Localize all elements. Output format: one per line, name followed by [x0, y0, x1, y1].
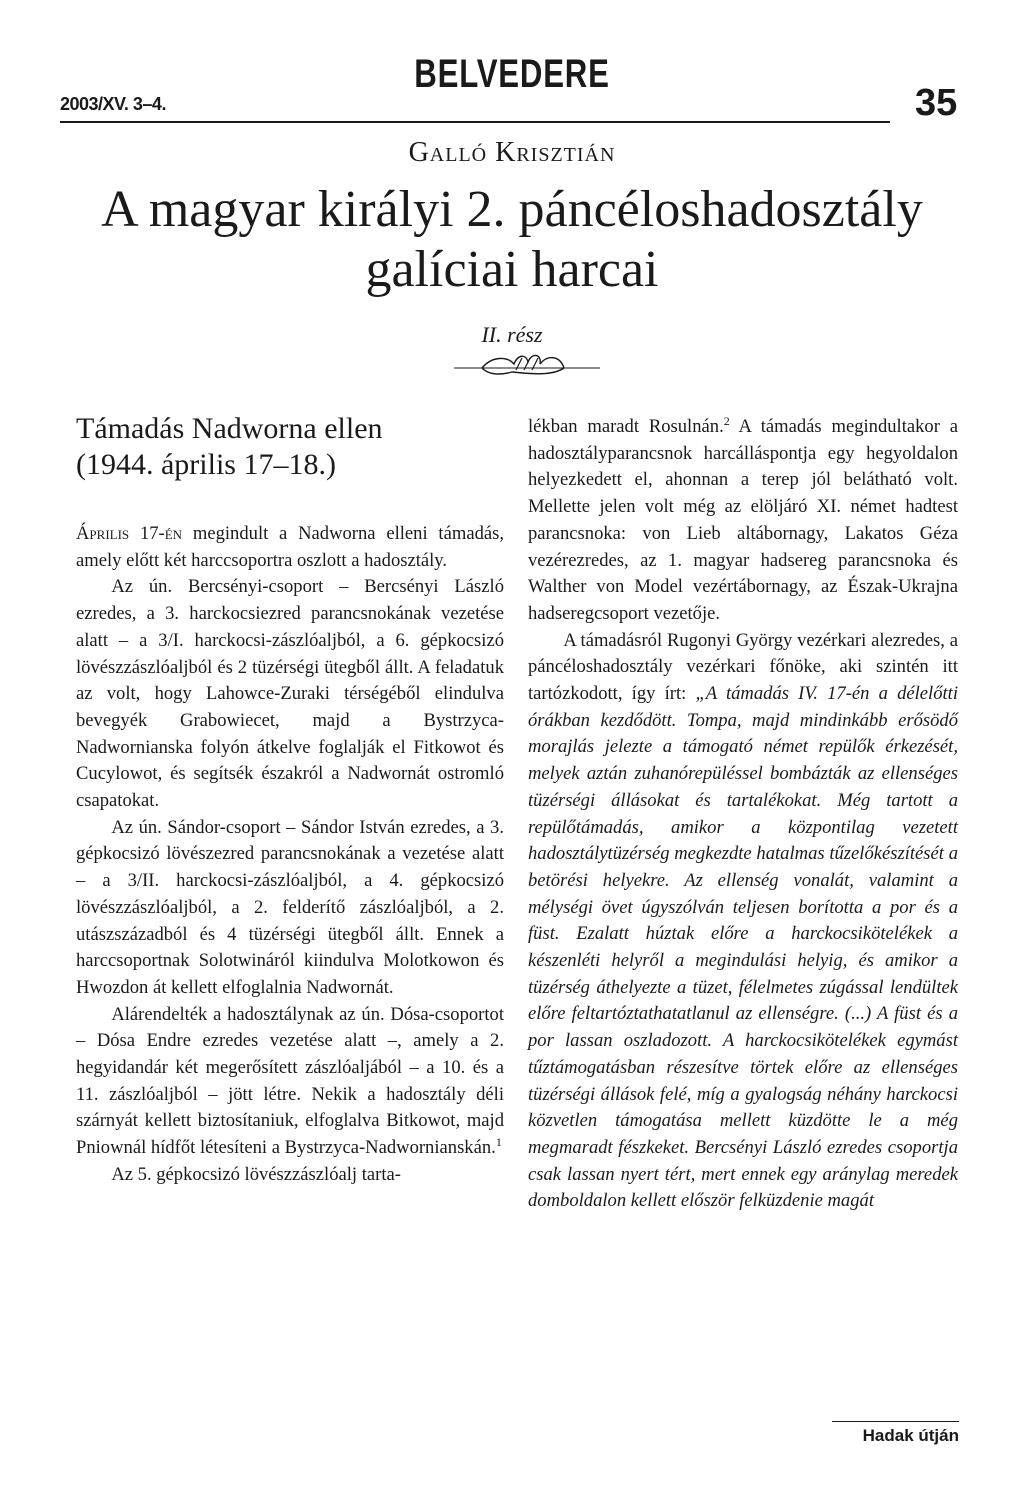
article-part: II. rész	[481, 322, 543, 347]
paragraph-text: lékban maradt Rosulnán.	[528, 416, 724, 437]
footer-label: Hadak útján	[862, 1426, 959, 1445]
page-number: 35	[915, 82, 958, 124]
paragraph	[76, 1002, 504, 1162]
paragraph	[528, 414, 958, 628]
paragraph: Az 5. gépkocsizó lövészzászlóalj tarta-	[111, 1163, 401, 1185]
article-title-line1: A magyar királyi 2. páncéloshadosztály	[101, 181, 923, 238]
paragraph	[76, 521, 504, 574]
paragraph-text: A támadás megindultakor a hadosztályparancsnok harcálláspontja egy hegyoldalon helyezkedett el, ahonnan a terep jól belátható volt. Mellette jelen volt még az elöljáró XI. német hadtest parancsnoka: von Lieb altábornagy, Lakatos Géza vezérezredes, az 1. magyar hadsereg parancsnoka és Walther von Model vezértábornagy, az Észak-Ukrajna hadseregcsoport vezetője.	[528, 416, 958, 624]
paragraph: Az ún. Bercsényi-csoport – Bercsényi László ezredes, a 3. harckocsiezred parancsnokának vezetése alatt – a 3/I. harckocsi-zászlóaljból, a 6. gépkocsizó lövészzászlóaljból és 2 tüzérségi ütegből állt. A feladatuk az volt, hogy Lahowce-Zuraki térségéből elindulva bevegyék Grabowiecet, majd a Bystrzyca-Nadwornianska folyón átkelve foglalják el Fitkowot és Cucylowot, és segítsék északról a Nadwornát ostromló csapatokat.	[76, 576, 504, 812]
footnote-marker: 1	[495, 1134, 502, 1149]
quotation: „A támadás IV. 17-én a délelőtti órákban kezdődött. Tompa, majd mindinkább erősödő morajlás jelezte a támogató német repülők érkezését, melyek aztán zuhanórepüléssel bombázták az ellenséges tüzérségi állásokat és tartalékokat. Még tartott a repülőtámadás, amikor a központilag vezetett hadosztálytüzérség megkezdte hatalmas tűzelőkészítését a betörési helyekre. Az ellenség vonalát, valamint a mélységi övet úgyszólván teljesen borította a por és a füst. Ezalatt húztak előre a harckocsikötelékek a készenléti helyről a megindulási helyig, és amikor a tüzérség áthelyezte a tüzet, félelmetes zúgással lendültek előre feltartóztathatatlanul az ellenségre. (...) A füst és a por lassan oszladozott. A harckocsikötelékek egymást tűztámogatásban részesítve törtek előre az ellenséges tüzérségi állások felé, míg a gyalogság néhány harckocsi közvetlen támogatása mellett küzdötte le a még megmaradt fészkeket. Bercsényi László ezredes csoportja csak lassan nyert tért, mert ennek egy aránylag meredek domboldalon kellett először felküzdenie magát	[528, 683, 958, 1212]
issue-number: 2003/XV. 3–4.	[60, 94, 166, 114]
footer-rule	[832, 1421, 959, 1422]
lead-in: Április 17-én	[76, 523, 183, 544]
section-title-line2: (1944. április 17–18.)	[76, 448, 336, 481]
article-title-line2: galíciai harcai	[365, 241, 659, 298]
paragraph-text: Alárendelték a hadosztálynak az ún. Dósa-csoportot – Dósa Endre ezredes vezetése alatt –, amely a 2. hegyidandár két megerősített zászlóaljából – a 10. és a 11. zászlóaljból – jött létre. Nekik a hadosztály déli szárnyát kellett biztosítaniuk, elfoglalva Bitkowot, majd Pniownál hídfőt létesíteni a Bystrzyca-Nadwornianskán.	[76, 1003, 504, 1159]
article-author: Galló Krisztián	[408, 137, 616, 168]
ornament-flourish-icon	[452, 350, 602, 380]
paragraph-text: megindult a Nadworna elleni támadás, amely előtt két harccsoportra oszlott a hadosztály.	[76, 523, 505, 571]
paragraph-text: A támadásról Rugonyi György vezérkari alezredes, a páncéloshadosztály vezérkari főnöke, aki szintén itt tartózkodott, így írt:	[528, 629, 958, 705]
journal-title: BELVEDERE	[414, 52, 610, 96]
paragraph: Az ún. Sándor-csoport – Sándor István ezredes, a 3. gépkocsizó lövészezred parancsnokának a vezetése alatt – a 3/II. harckocsi-zászlóaljból, a 4. gépkocsizó lövészzászlóaljból, a 2. felderítő zászlóaljból, a 2. utászszázadból és 4 tüzérségi ütegből állt. Ennek a harccsoportnak Solotwináról kiindulva Molotkowon és Hwozdon át kellett elfoglalnia Nadwornát.	[76, 816, 504, 998]
right-column	[528, 414, 958, 1215]
paragraph	[528, 628, 958, 1215]
header-rule	[60, 121, 890, 123]
left-column	[76, 521, 504, 1189]
footnote-marker: 2	[723, 413, 730, 428]
section-title-line1: Támadás Nadworna ellen	[76, 412, 383, 445]
